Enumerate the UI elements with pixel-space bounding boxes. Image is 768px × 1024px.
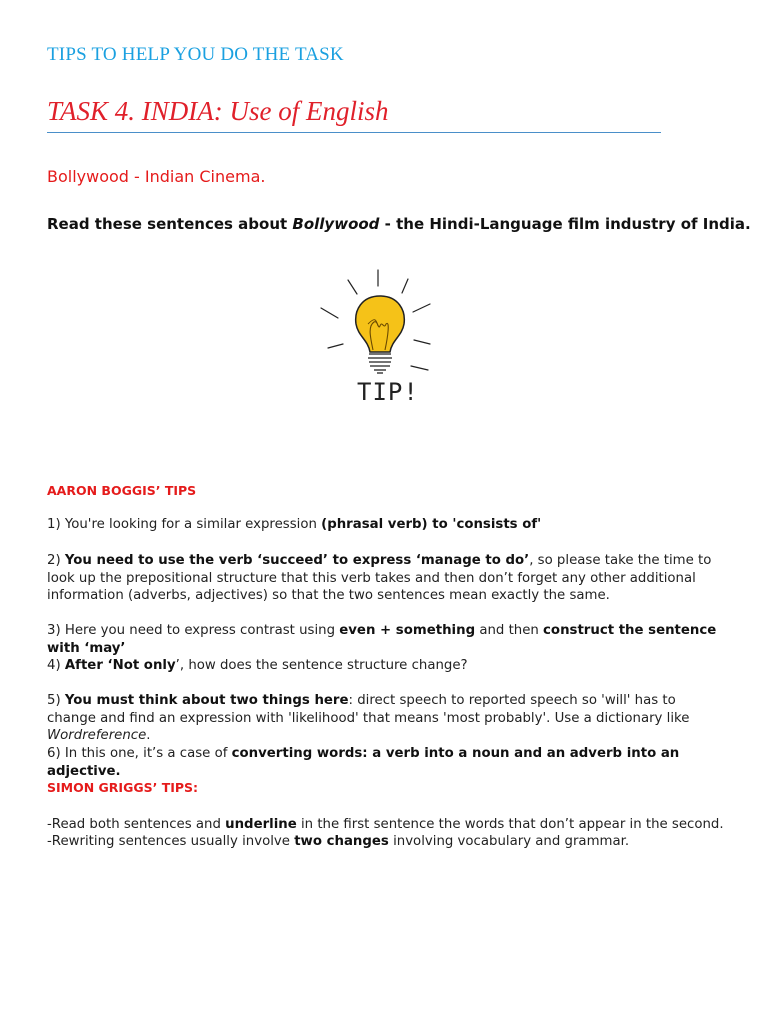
intro-italic: Bollywood <box>292 215 380 233</box>
aaron-tip-1: 1) You're looking for a similar expression (phrasal verb) to 'consists of' <box>47 517 542 532</box>
simon-tip-1: -Read both sentences and underline in the first sentence the words that don’t appear in the second. <box>47 817 724 832</box>
aaron-tip-2: 2) You need to use the verb ‘succeed’ to express ‘manage to do’, so please take the time to look up the prepositional structure that this verb takes and then don’t forget any other additional information (adverbs, adjectives) so that the two sentences mean exactly the same. <box>47 553 712 603</box>
aaron-tips-heading: AARON BOGGIS’ TIPS <box>47 483 197 498</box>
intro-part1: Read these sentences about <box>47 215 293 233</box>
aaron-tip-5: 5) You must think about two things here: direct speech to reported speech so 'will' has to change and find an expression with 'likelihood' that means 'most probably'. Use a dictionary like Wordreference. <box>47 693 690 743</box>
simon-tip-2: -Rewriting sentences usually involve two changes involving vocabulary and grammar. <box>47 834 630 849</box>
title-underline <box>47 132 661 133</box>
aaron-tip-4: 4) After ‘Not only’, how does the sentence structure change? <box>47 658 468 673</box>
tip-label: TIP! <box>357 378 419 406</box>
task-title: TASK 4. INDIA: Use of English <box>47 96 389 126</box>
tips-header: TIPS TO HELP YOU DO THE TASK <box>47 44 344 65</box>
simon-tips-heading: SIMON GRIGGS’ TIPS: <box>47 780 199 795</box>
subtitle: Bollywood - Indian Cinema. <box>47 167 266 186</box>
aaron-tip-3: 3) Here you need to express contrast using even + something and then construct the sentence with ‘may’ <box>47 623 717 656</box>
intro-sentence <box>47 215 751 233</box>
aaron-tip-6: 6) In this one, it’s a case of converting words: a verb into a noun and an adverb into an adjective. <box>47 746 680 779</box>
intro-part2: - the Hindi-Language film industry of India. <box>379 215 751 233</box>
